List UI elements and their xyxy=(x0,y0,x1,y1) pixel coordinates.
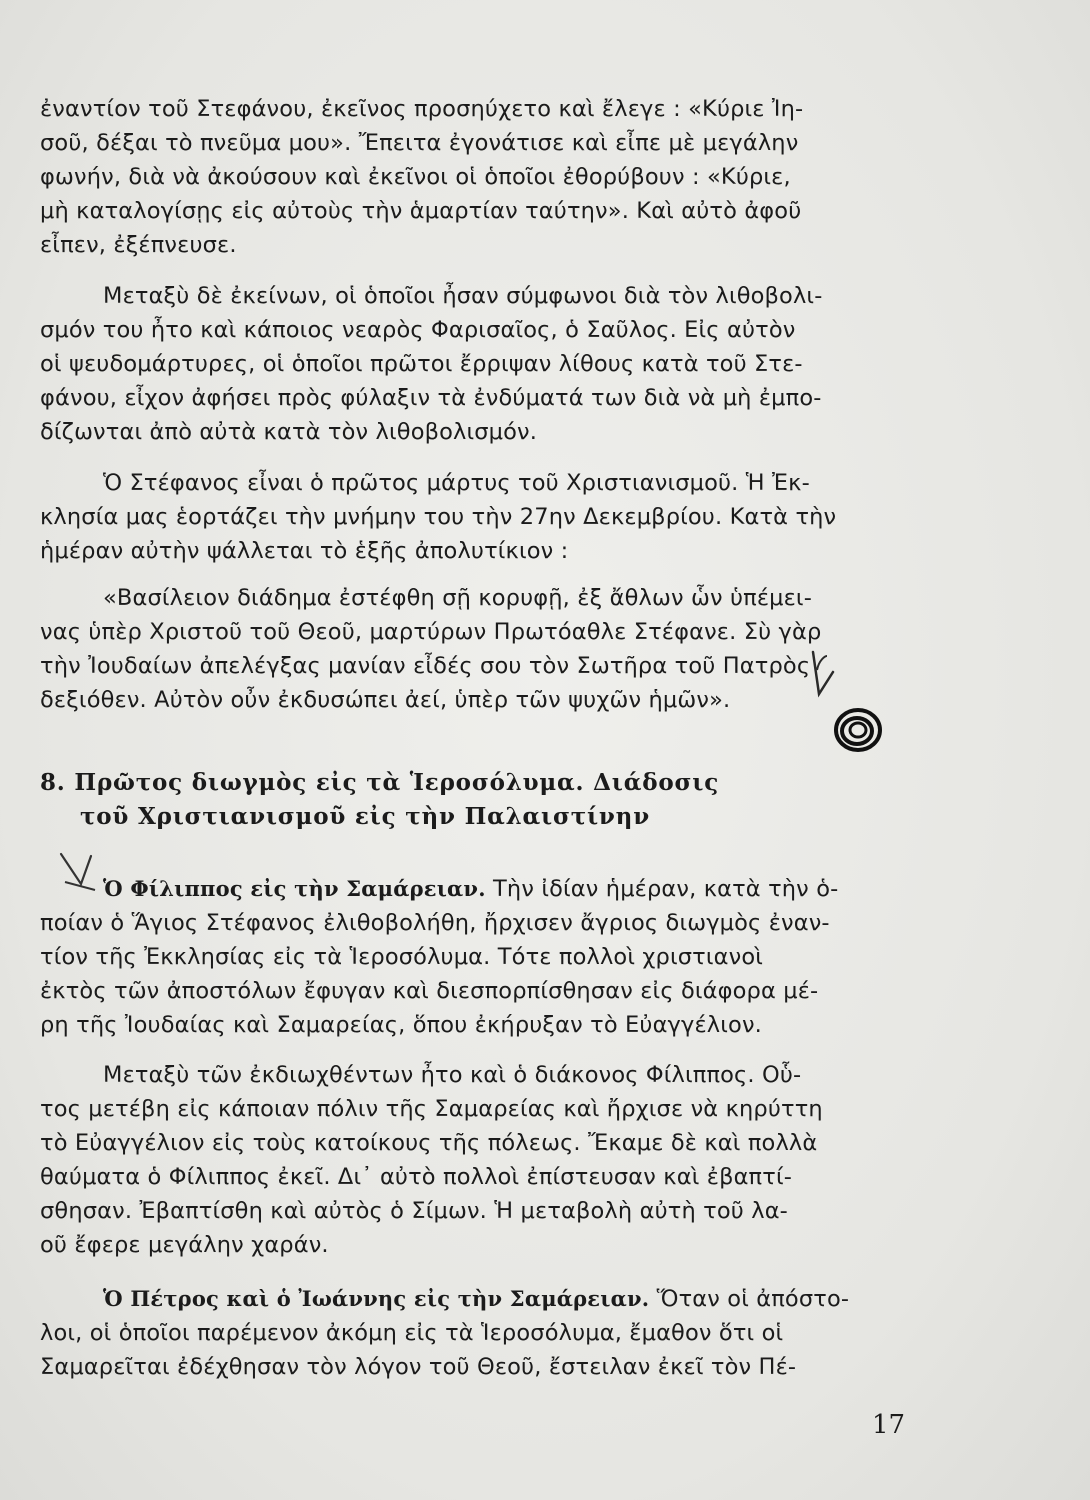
text-line: ἡμέραν αὐτὴν ψάλλεται τὸ ἑξῆς ἀπολυτίκιον : xyxy=(40,538,569,564)
text-line: φάνου, εἶχον ἀφήσει πρὸς φύλαξιν τὰ ἐνδύματά των διὰ νὰ μὴ ἐμπο- xyxy=(40,385,822,411)
paragraph-3 xyxy=(40,466,910,568)
apolytikion-hymn xyxy=(40,581,910,717)
text-fragment: Τὴν ἰδίαν ἡμέραν, κατὰ τὴν ὁ- xyxy=(493,876,839,902)
text-line: τος μετέβη εἰς κάποιαν πόλιν τῆς Σαμαρείας καὶ ἤρχισε νὰ κηρύττη xyxy=(40,1096,823,1122)
paragraph-1 xyxy=(40,92,910,262)
text-fragment: Ὅταν οἱ ἀπόστο- xyxy=(656,1286,850,1312)
text-line: Μεταξὺ δὲ ἐκείνων, οἱ ὁποῖοι ἦσαν σύμφωνοι διὰ τὸν λιθοβολι- xyxy=(103,283,823,309)
subsection-title: Ὁ Πέτρος καὶ ὁ Ἰωάννης εἰς τὴν Σαμάρειαν. xyxy=(103,1286,650,1311)
section-heading xyxy=(40,766,910,834)
text-line: τίον τῆς Ἐκκλησίας εἰς τὰ Ἱεροσόλυμα. Τότε πολλοὶ χριστιανοὶ xyxy=(40,944,764,970)
text-line: «Βασίλειον διάδημα ἐστέφθη σῇ κορυφῇ, ἐξ ἄθλων ὧν ὑπέμει- xyxy=(103,585,812,611)
text-line: Σαμαρεῖται ἐδέχθησαν τὸν λόγον τοῦ Θεοῦ, ἔστειλαν ἐκεῖ τὸν Πέ- xyxy=(40,1354,797,1380)
text-line: ἐκτὸς τῶν ἀποστόλων ἔφυγαν καὶ διεσπορπίσθησαν εἰς διάφορα μέ- xyxy=(40,978,819,1004)
text-line: λοι, οἱ ὁποῖοι παρέμενον ἀκόμη εἰς τὰ Ἱεροσόλυμα, ἔμαθον ὅτι οἱ xyxy=(40,1320,784,1346)
subsection-title: Ὁ Φίλιππος εἰς τὴν Σαμάρειαν. xyxy=(103,876,486,901)
text-line: θαύματα ὁ Φίλιππος ἐκεῖ. Δι᾽ αὐτὸ πολλοὶ ἐπίστευσαν καὶ ἐβαπτί- xyxy=(40,1164,792,1190)
text-line xyxy=(40,872,910,906)
text-line: ποίαν ὁ Ἅγιος Στέφανος ἐλιθοβολήθη, ἤρχισεν ἄγριος διωγμὸς ἐναν- xyxy=(40,910,830,936)
text-line: σθησαν. Ἐβαπτίσθη καὶ αὐτὸς ὁ Σίμων. Ἡ μεταβολὴ αὐτὴ τοῦ λα- xyxy=(40,1198,788,1224)
subsection-peter-john xyxy=(40,1282,910,1384)
text-line: ἐναντίον τοῦ Στεφάνου, ἐκεῖνος προσηύχετο καὶ ἔλεγε : «Κύριε Ἰη- xyxy=(40,96,804,122)
text-line: οἱ ψευδομάρτυρες, οἱ ὁποῖοι πρῶτοι ἔρριψαν λίθους κατὰ τοῦ Στε- xyxy=(40,351,803,377)
text-line xyxy=(40,1282,910,1316)
text-line: σοῦ, δέξαι τὸ πνεῦμα μου». Ἔπειτα ἐγονάτισε καὶ εἶπε μὲ μεγάλην xyxy=(40,130,799,156)
paragraph-2 xyxy=(40,279,910,449)
text-line: τὸ Εὐαγγέλιον εἰς τοὺς κατοίκους τῆς πόλεως. Ἔκαμε δὲ καὶ πολλὰ xyxy=(40,1130,818,1156)
text-line: νας ὑπὲρ Χριστοῦ τοῦ Θεοῦ, μαρτύρων Πρωτόαθλε Στέφανε. Σὺ γὰρ xyxy=(40,619,822,645)
text-line: ρη τῆς Ἰουδαίας καὶ Σαμαρείας, ὅπου ἐκήρυξαν τὸ Εὐαγγέλιον. xyxy=(40,1012,762,1038)
text-line: εἶπεν, ἐξέπνευσε. xyxy=(40,232,237,258)
text-line: οῦ ἔφερε μεγάλην χαράν. xyxy=(40,1232,329,1258)
text-line: Μεταξὺ τῶν ἐκδιωχθέντων ἦτο καὶ ὁ διάκονος Φίλιππος. Οὗ- xyxy=(103,1062,802,1088)
text-line: δίζωνται ἀπὸ αὐτὰ κατὰ τὸν λιθοβολισμόν. xyxy=(40,419,538,445)
paragraph-philip-2 xyxy=(40,1058,910,1262)
section-heading-line: τοῦ Χριστιανισμοῦ εἰς τὴν Παλαιστίνην xyxy=(80,803,650,830)
text-line: σμόν του ἦτο καὶ κάποιος νεαρὸς Φαρισαῖος, ὁ Σαῦλος. Εἰς αὐτὸν xyxy=(40,317,796,343)
text-line: κλησία μας ἑορτάζει τὴν μνήμην του τὴν 27ην Δεκεμβρίου. Κατὰ τὴν xyxy=(40,504,837,530)
text-line: φωνήν, διὰ νὰ ἀκούσουν καὶ ἐκεῖνοι οἱ ὁποῖοι ἐθορύβουν : «Κύριε, xyxy=(40,164,791,190)
text-line: τὴν Ἰουδαίων ἀπελέγξας μανίαν εἶδές σου τὸν Σωτῆρα τοῦ Πατρὸς xyxy=(40,653,811,679)
text-line: δεξιόθεν. Αὐτὸν οὖν ἐκδυσώπει ἀεί, ὑπὲρ τῶν ψυχῶν ἡμῶν». xyxy=(40,687,731,713)
page-number: 17 xyxy=(872,1410,906,1440)
section-heading-line: 8. Πρῶτος διωγμὸς εἰς τὰ Ἱεροσόλυμα. Διάδοσις xyxy=(40,769,719,796)
text-line: μὴ καταλογίσῃς εἰς αὐτοὺς τὴν ἁμαρτίαν ταύτην». Καὶ αὐτὸ ἀφοῦ xyxy=(40,198,802,224)
subsection-philip xyxy=(40,872,910,1042)
text-line: Ὁ Στέφανος εἶναι ὁ πρῶτος μάρτυς τοῦ Χριστιανισμοῦ. Ἡ Ἐκ- xyxy=(103,470,810,496)
